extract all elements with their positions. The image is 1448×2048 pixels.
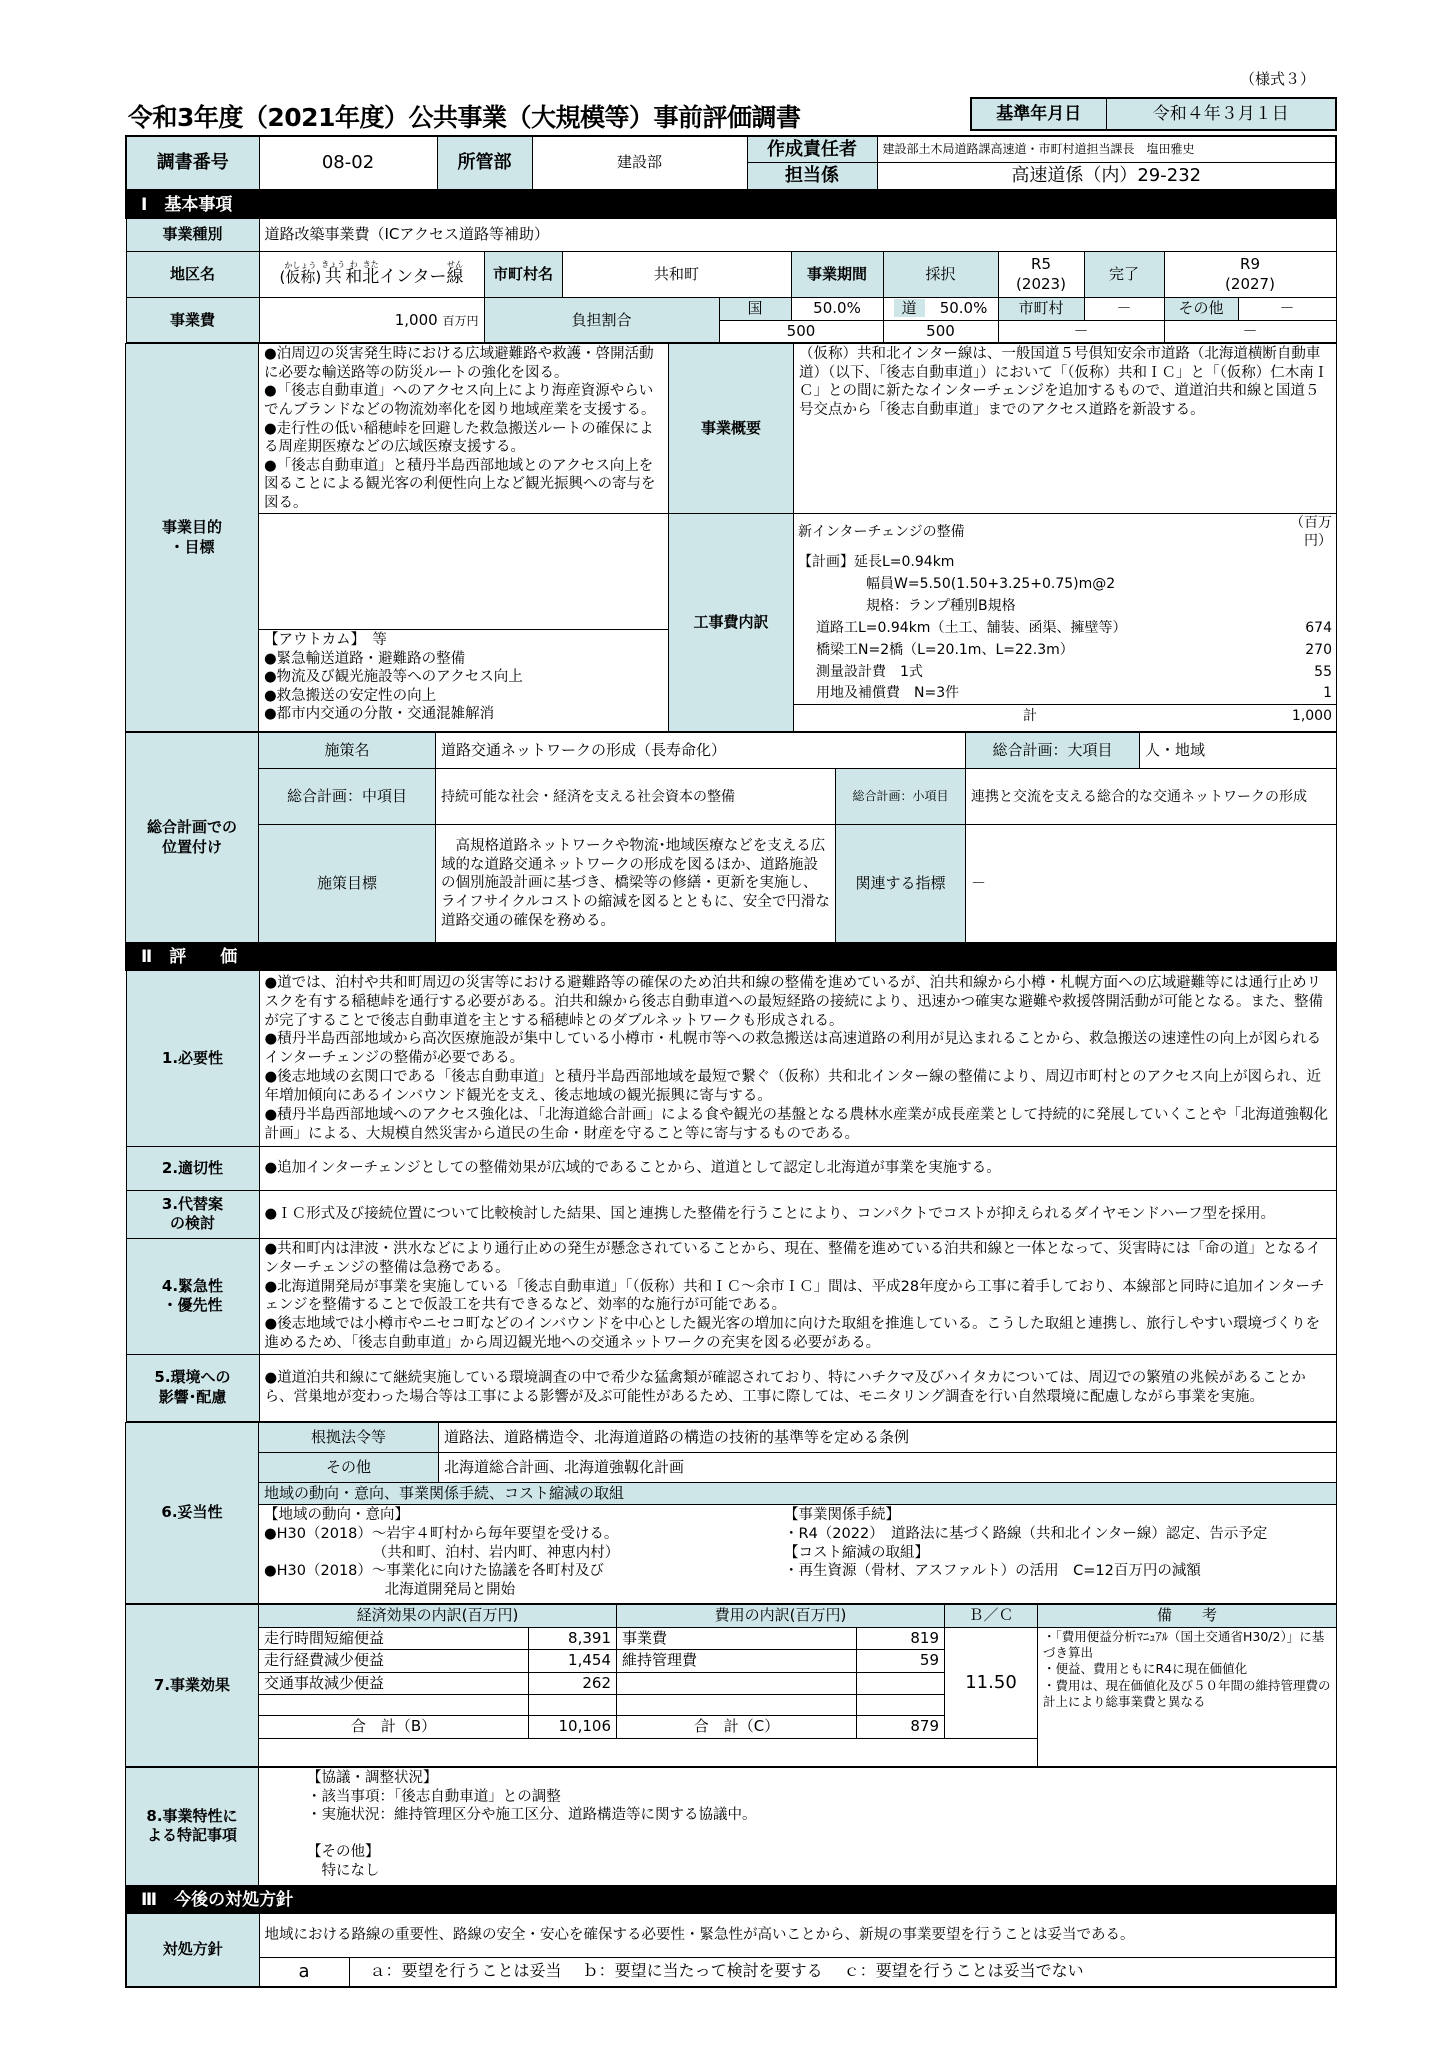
- works-total-label: 計: [794, 705, 1266, 727]
- works-plan: 【計画】延長L=0.94km: [798, 553, 955, 570]
- done-label: 完了: [1084, 252, 1164, 298]
- area-label: 地区名: [126, 252, 259, 298]
- big-item: 人・地域: [1140, 733, 1337, 769]
- purpose-label: 事業目的 ・目標: [126, 344, 259, 732]
- adopt-year: R5 (2023): [998, 252, 1084, 298]
- need-item: ●積丹半島西部地域へのアクセス強化は、「北海道総合計画」による食や観光の基盤となる農林水産業が成長産業として持続的に発展していくことや「北海道強靱化計画」による、大規模自然災害から道民の生命・財産を守ること等に寄与するものである。: [264, 1106, 1328, 1142]
- section-3-header: Ⅲ 今後の対処方針: [126, 1887, 1336, 1913]
- adopt-label: 採択: [883, 252, 998, 298]
- works-width: 幅員W=5.50(1.50+3.25+0.75)m@2: [866, 575, 1116, 592]
- share-other-label: その他: [1164, 298, 1238, 321]
- area-ruby-1: きょう: [321, 260, 346, 270]
- share-other-pct: －: [1238, 298, 1336, 321]
- trend-body: [259, 1505, 1337, 1604]
- area-kanji-2: 和: [345, 267, 363, 288]
- survey-no: 08-02: [259, 136, 437, 190]
- need-item: ●積丹半島西部地域から高次医療施設が集中している小樽市・札幌市等への救急搬送は高速道路の利用が見込まれることから、救急搬送の速達性の向上が図られるインターチェンジの整備が必要である。: [264, 1031, 1322, 1067]
- other-label: その他: [259, 1452, 439, 1482]
- works-item-name: 用地及補償費 N=3件: [816, 685, 960, 702]
- share-town-amt: －: [998, 320, 1164, 343]
- env-label: 5.環境への 影響･配慮: [126, 1354, 259, 1421]
- cost-name: 事業費: [617, 1627, 857, 1650]
- area-prefix: (仮称): [279, 268, 322, 287]
- urgency-label: 4.緊急性 ・優先性: [126, 1238, 259, 1354]
- purpose-item: ●泊周辺の災害発生時における広域避難路や救護・啓開活動に必要な輸送路等の防災ルートの強化を図る。: [264, 346, 654, 381]
- project-type: 道路改築事業費（ICアクセス道路等補助）: [259, 218, 1336, 252]
- purpose-table: [125, 343, 1337, 732]
- base-date-box: [970, 97, 1337, 131]
- cost-name: 維持管理費: [617, 1650, 857, 1673]
- special-label: 8.事業特性に よる特記事項: [126, 1767, 259, 1885]
- outcome-label: 【アウトカム】 等: [264, 632, 387, 649]
- works-total: 1,000: [1266, 705, 1336, 727]
- share-do-label: 道: [894, 299, 925, 317]
- indicator: －: [966, 825, 1337, 943]
- special: 【協議・調整状況】 ・該当事項：「後志自動車道」との調整 ・実施状況：維持管理区分や施工区分、道路構造等に関する協議中。 【その他】 特になし: [259, 1767, 1337, 1885]
- valid-label: 6.妥当性: [126, 1422, 259, 1604]
- area-ruby-last: せん: [447, 260, 464, 270]
- works-item-amount: 674: [1305, 619, 1332, 636]
- mid-item-label: 総合計画：中項目: [259, 769, 436, 825]
- share-do-amt: 500: [883, 320, 998, 343]
- survey-no-label: 調書番号: [126, 136, 259, 190]
- author: 建設部土木局道路課高速道・市町村道担当課長 塩田雅史: [877, 136, 1336, 163]
- area-suffix: インター: [379, 267, 447, 288]
- dept: 建設部: [532, 136, 747, 190]
- evaluation-form: [125, 135, 1337, 1988]
- bc-value: 11.50: [945, 1627, 1038, 1738]
- staff-label: 担当係: [747, 163, 877, 190]
- purpose-item: ●走行性の低い稲穂峠を回避した救急搬送ルートの確保による周産期医療などの広域医療支援する。: [264, 420, 654, 456]
- note-head: 備 考: [1038, 1605, 1337, 1628]
- verdict: a: [259, 1957, 349, 1987]
- cost-head: 費用の内訳(百万円): [617, 1605, 945, 1628]
- works-item-amount: 55: [1314, 663, 1332, 680]
- big-item-label: 総合計画：大項目: [966, 733, 1140, 769]
- area-name: [259, 252, 484, 298]
- benefit-total-label: 合 計（B）: [259, 1716, 529, 1739]
- urgency-item: ●北海道開発局が事業を実施している「後志自動車道」「（仮称）共和ＩＣ～余市ＩＣ」間は、平成28年度から工事に着手しており、本線部と同時に追加インターチェンジを整備することで仮設工を共有できるなど、効率的な施行が可能である。: [264, 1278, 1325, 1314]
- need: [259, 970, 1336, 1146]
- verdict-legend: ａ：要望を行うことは妥当 ｂ：要望に当たって検討を要する ｃ：要望を行うことは妥当でない: [349, 1957, 1336, 1987]
- target: 高規格道路ネットワークや物流･地域医療などを支える広域的な道路交通ネットワークの形成を図るほか、道路施設の個別施設計画に基づき、橋梁等の修繕・更新を実施し、ライフサイクルコストの縮減を図るとともに、安全で円滑な道路交通の確保を務める。: [436, 825, 836, 943]
- form-number: （様式３）: [1240, 70, 1316, 88]
- indicator-label: 関連する指標: [836, 825, 966, 943]
- header-table: [125, 135, 1337, 191]
- share-do-value: 50.0%: [939, 299, 988, 318]
- works-item-name: 橋梁工N=2橋（L=20.1m、L=22.3m）: [816, 641, 1074, 658]
- share-kuni-amt: 500: [719, 320, 883, 343]
- outcome-item: ●救急搬送の安定性の向上: [264, 687, 437, 704]
- trend-head: 地域の動向・意向、事業関係手続、コスト縮減の取組: [259, 1482, 1337, 1505]
- share-other-amt: －: [1164, 320, 1336, 343]
- staff: 高速道係（内）29-232: [877, 163, 1336, 190]
- section-2-header: Ⅱ 評 価: [126, 944, 1336, 970]
- town-label: 市町村名: [484, 252, 562, 298]
- base-date-value: 令和４年３月１日: [1106, 98, 1336, 130]
- section-1: [125, 191, 1337, 344]
- cost-amount: 1,000: [394, 310, 438, 329]
- purpose-list: [259, 344, 669, 514]
- outcome-item: ●緊急輸送道路・避難路の整備: [264, 650, 466, 667]
- area-ruby-3: きた: [362, 260, 379, 270]
- period-label: 事業期間: [791, 252, 883, 298]
- works-spec: 規格：ランプ種別B規格: [866, 597, 1016, 614]
- benefit-value: 262: [529, 1672, 617, 1695]
- policy-label: 施策名: [259, 733, 436, 769]
- fit: ●追加インターチェンジとしての整備効果が広域的であることから、道道として認定し北海道が事業を実施する。: [259, 1146, 1336, 1190]
- urgency: [259, 1238, 1336, 1354]
- benefit-value: 8,391: [529, 1627, 617, 1650]
- summary-label: 事業概要: [669, 344, 794, 514]
- benefit-head: 経済効果の内訳(百万円): [259, 1605, 617, 1628]
- alt-label: 3.代替案 の検討: [126, 1190, 259, 1238]
- policy-label-cell: 対処方針: [126, 1913, 259, 1987]
- need-label: 1.必要性: [126, 970, 259, 1146]
- area-kanji-last: 線: [446, 267, 464, 288]
- works-item-amount: 270: [1305, 641, 1332, 658]
- urgency-item: ●共和町内は津波・洪水などにより通行止めの発生が懸念されていることから、現在、整備を進めている泊共和線と一体となって、災害時には「命の道」となるインターチェンジの整備は急務である。: [264, 1240, 1321, 1276]
- section-1-header: Ⅰ 基本事項: [126, 192, 1336, 218]
- works-unit: （百万円）: [1290, 515, 1332, 550]
- law: 道路法、道路構造令、北海道道路の構造の技術的基準等を定める条例: [439, 1422, 1337, 1452]
- plan-label: 総合計画での 位置付け: [126, 733, 259, 943]
- plan-table: [125, 732, 1337, 943]
- benefit-total: 10,106: [529, 1716, 617, 1739]
- validity-table: [125, 1422, 1337, 1605]
- works-head: 新インターチェンジの整備: [798, 524, 965, 541]
- dept-label: 所管部: [437, 136, 532, 190]
- purpose-outcome-cell: [259, 514, 669, 732]
- benefit-name: 走行経費減少便益: [259, 1650, 529, 1673]
- urgency-item: ●後志地域では小樽市やニセコ町などのインバウンドを中心とした観光客の増加に向けた取組を推進している。こうした取組と連携し、旅行しやすい環境づくりを進めるため、「後志自動車道」から周辺観光地への交通ネットワークの充実を図る必要がある。: [264, 1316, 1321, 1352]
- page-title: 令和3年度（2021年度）公共事業（大規模等）事前評価調書: [128, 103, 801, 132]
- cost-label: 事業費: [126, 298, 259, 343]
- works-breakdown: [794, 514, 1337, 732]
- target-label: 施策目標: [259, 825, 436, 943]
- policy: 道路交通ネットワークの形成（長寿命化）: [436, 733, 966, 769]
- author-label: 作成責任者: [747, 136, 877, 163]
- effect-table: [125, 1604, 1337, 1767]
- done-year: R9 (2027): [1164, 252, 1336, 298]
- share-label: 負担割合: [484, 298, 719, 343]
- fit-label: 2.適切性: [126, 1146, 259, 1190]
- need-item: ●道では、泊村や共和町周辺の災害等における避難路等の確保のため泊共和線の整備を進めているが、泊共和線から小樽・札幌方面への広域避難等には通行止めリスクを有する稲穂峠を通行する必要がある。泊共和線から後志自動車道への最短経路の接続により、迅速かつ確実な避難や救援啓開活動が可能となる。また、整備が完了することで後志自動車道を主とする稲穂峠とのダブルネットワークも形成される。: [264, 974, 1323, 1029]
- benefit-name: 交通事故減少便益: [259, 1672, 529, 1695]
- section-3: [125, 1886, 1337, 1988]
- trend-left: 【地域の動向・意向】 ●H30（2018）～岩宇４町村から毎年要望を受ける。 （共和町、泊村、岩内町、神恵内村） ●H30（2018）～事業化に向けた協議を各町村及び 北海道開発局と開始: [264, 1507, 620, 1598]
- purpose-item: ●「後志自動車道」へのアクセス向上により海産資源やらいでんブランドなどの物流効率化を図り地域産業を支援する。: [264, 383, 656, 419]
- share-town-pct: －: [1084, 298, 1164, 321]
- need-item: ●後志地域の玄関口である「後志自動車道」と積丹半島西部地域を最短で繋ぐ（仮称）共和北インター線の整備により、周辺市町村とのアクセス向上が図られ、近年増加傾向にあるインバウンド観光を支え、後志地域の観光振興に寄与する。: [264, 1069, 1322, 1104]
- outcome-item: ●物流及び観光施設等へのアクセス向上: [264, 669, 523, 686]
- share-town-label: 市町村: [998, 298, 1084, 321]
- area-ruby-2: わ: [349, 260, 358, 270]
- share-do-pct: [883, 298, 998, 321]
- cost-total-label: 合 計（C）: [617, 1716, 857, 1739]
- area-kanji-1: 共: [324, 267, 342, 288]
- area-kanji-3: 北: [362, 267, 380, 288]
- purpose-item: ●「後志自動車道」と積丹半島西部地域とのアクセス向上を図ることによる観光客の利便性向上など観光振興への寄与を図る。: [264, 457, 656, 511]
- works-item-name: 測量設計費 1式: [816, 663, 923, 680]
- cost-value-item: 59: [857, 1650, 945, 1673]
- section-2: [125, 943, 1337, 1422]
- law-label: 根拠法令等: [259, 1422, 439, 1452]
- summary: （仮称）共和北インター線は、一般国道５号倶知安余市道路（北海道横断自動車道）（以下、「後志自動車道」）において「（仮称）共和ＩＣ」と「（仮称）仁木南ＩＣ」との間に新たなインターチェンジを追加するもので、道道泊共和線と国道５号交点から「後志自動車道」までのアクセス道路を新設する。: [794, 344, 1337, 514]
- cost-value-item: 819: [857, 1627, 945, 1650]
- env: ●道道泊共和線にて継続実施している環境調査の中で希少な猛禽類が確認されており、特にハチクマ及びハイタカについては、周辺での繁殖の兆候があることから、営巣地が変わった場合等は工事による影響が及ぶ可能性があるため、工事に際しては、モニタリング調査を行い自然環境に配慮しながら事業を実施。: [259, 1354, 1336, 1421]
- special-table: [125, 1767, 1337, 1886]
- works-item-name: 道路工L=0.94km（土工、舗装、函渠、擁壁等）: [816, 619, 1127, 636]
- base-date-label: 基準年月日: [971, 98, 1106, 130]
- area-prefix-ruby: かしょう: [284, 261, 317, 271]
- policy-text: 地域における路線の重要性、路線の安全・安心を確保する必要性・緊急性が高いことから、新規の事業要望を行うことは妥当である。: [259, 1913, 1336, 1957]
- town: 共和町: [562, 252, 791, 298]
- bc-head: Ｂ／Ｃ: [945, 1605, 1038, 1628]
- trend-right: 【事業関係手続】 ・R4（2022） 道路法に基づく路線（共和北インター線）認定、告示予定 【コスト縮減の取組】 ・再生資源（骨材、アスファルト）の活用 C=12百万円の減額: [784, 1507, 1268, 1580]
- outcome-item: ●都市内交通の分散・交通混雑解消: [264, 706, 495, 723]
- project-type-label: 事業種別: [126, 218, 259, 252]
- effect-note: ・「費用便益分析ﾏﾆｭｱﾙ（国土交通省H30/2）」に基づき算出 ・便益、費用ともにR4に現在価値化 ・費用は、現在価値化及び５０年間の維持管理費の計上により総事業費と異なる: [1038, 1627, 1337, 1766]
- small-item: 連携と交流を支える総合的な交通ネットワークの形成: [966, 769, 1337, 825]
- works-label: 工事費内訳: [669, 514, 794, 732]
- share-kuni-label: 国: [719, 298, 791, 321]
- cost-total: 879: [857, 1716, 945, 1739]
- mid-item: 持続可能な社会・経済を支える社会資本の整備: [436, 769, 836, 825]
- benefit-name: 走行時間短縮便益: [259, 1627, 529, 1650]
- small-item-label: 総合計画：小項目: [836, 769, 966, 825]
- cost-unit: 百万円: [442, 313, 479, 328]
- cost-value: [259, 298, 484, 343]
- other: 北海道総合計画、北海道強靱化計画: [439, 1452, 1337, 1482]
- alt: ●ＩＣ形式及び接続位置について比較検討した結果、国と連携した整備を行うことにより、コンパクトでコストが抑えられるダイヤモンドハーフ型を採用。: [259, 1190, 1336, 1238]
- effect-label: 7.事業効果: [126, 1605, 259, 1767]
- works-item-amount: 1: [1323, 685, 1332, 702]
- benefit-value: 1,454: [529, 1650, 617, 1673]
- share-kuni-pct: 50.0%: [791, 298, 883, 321]
